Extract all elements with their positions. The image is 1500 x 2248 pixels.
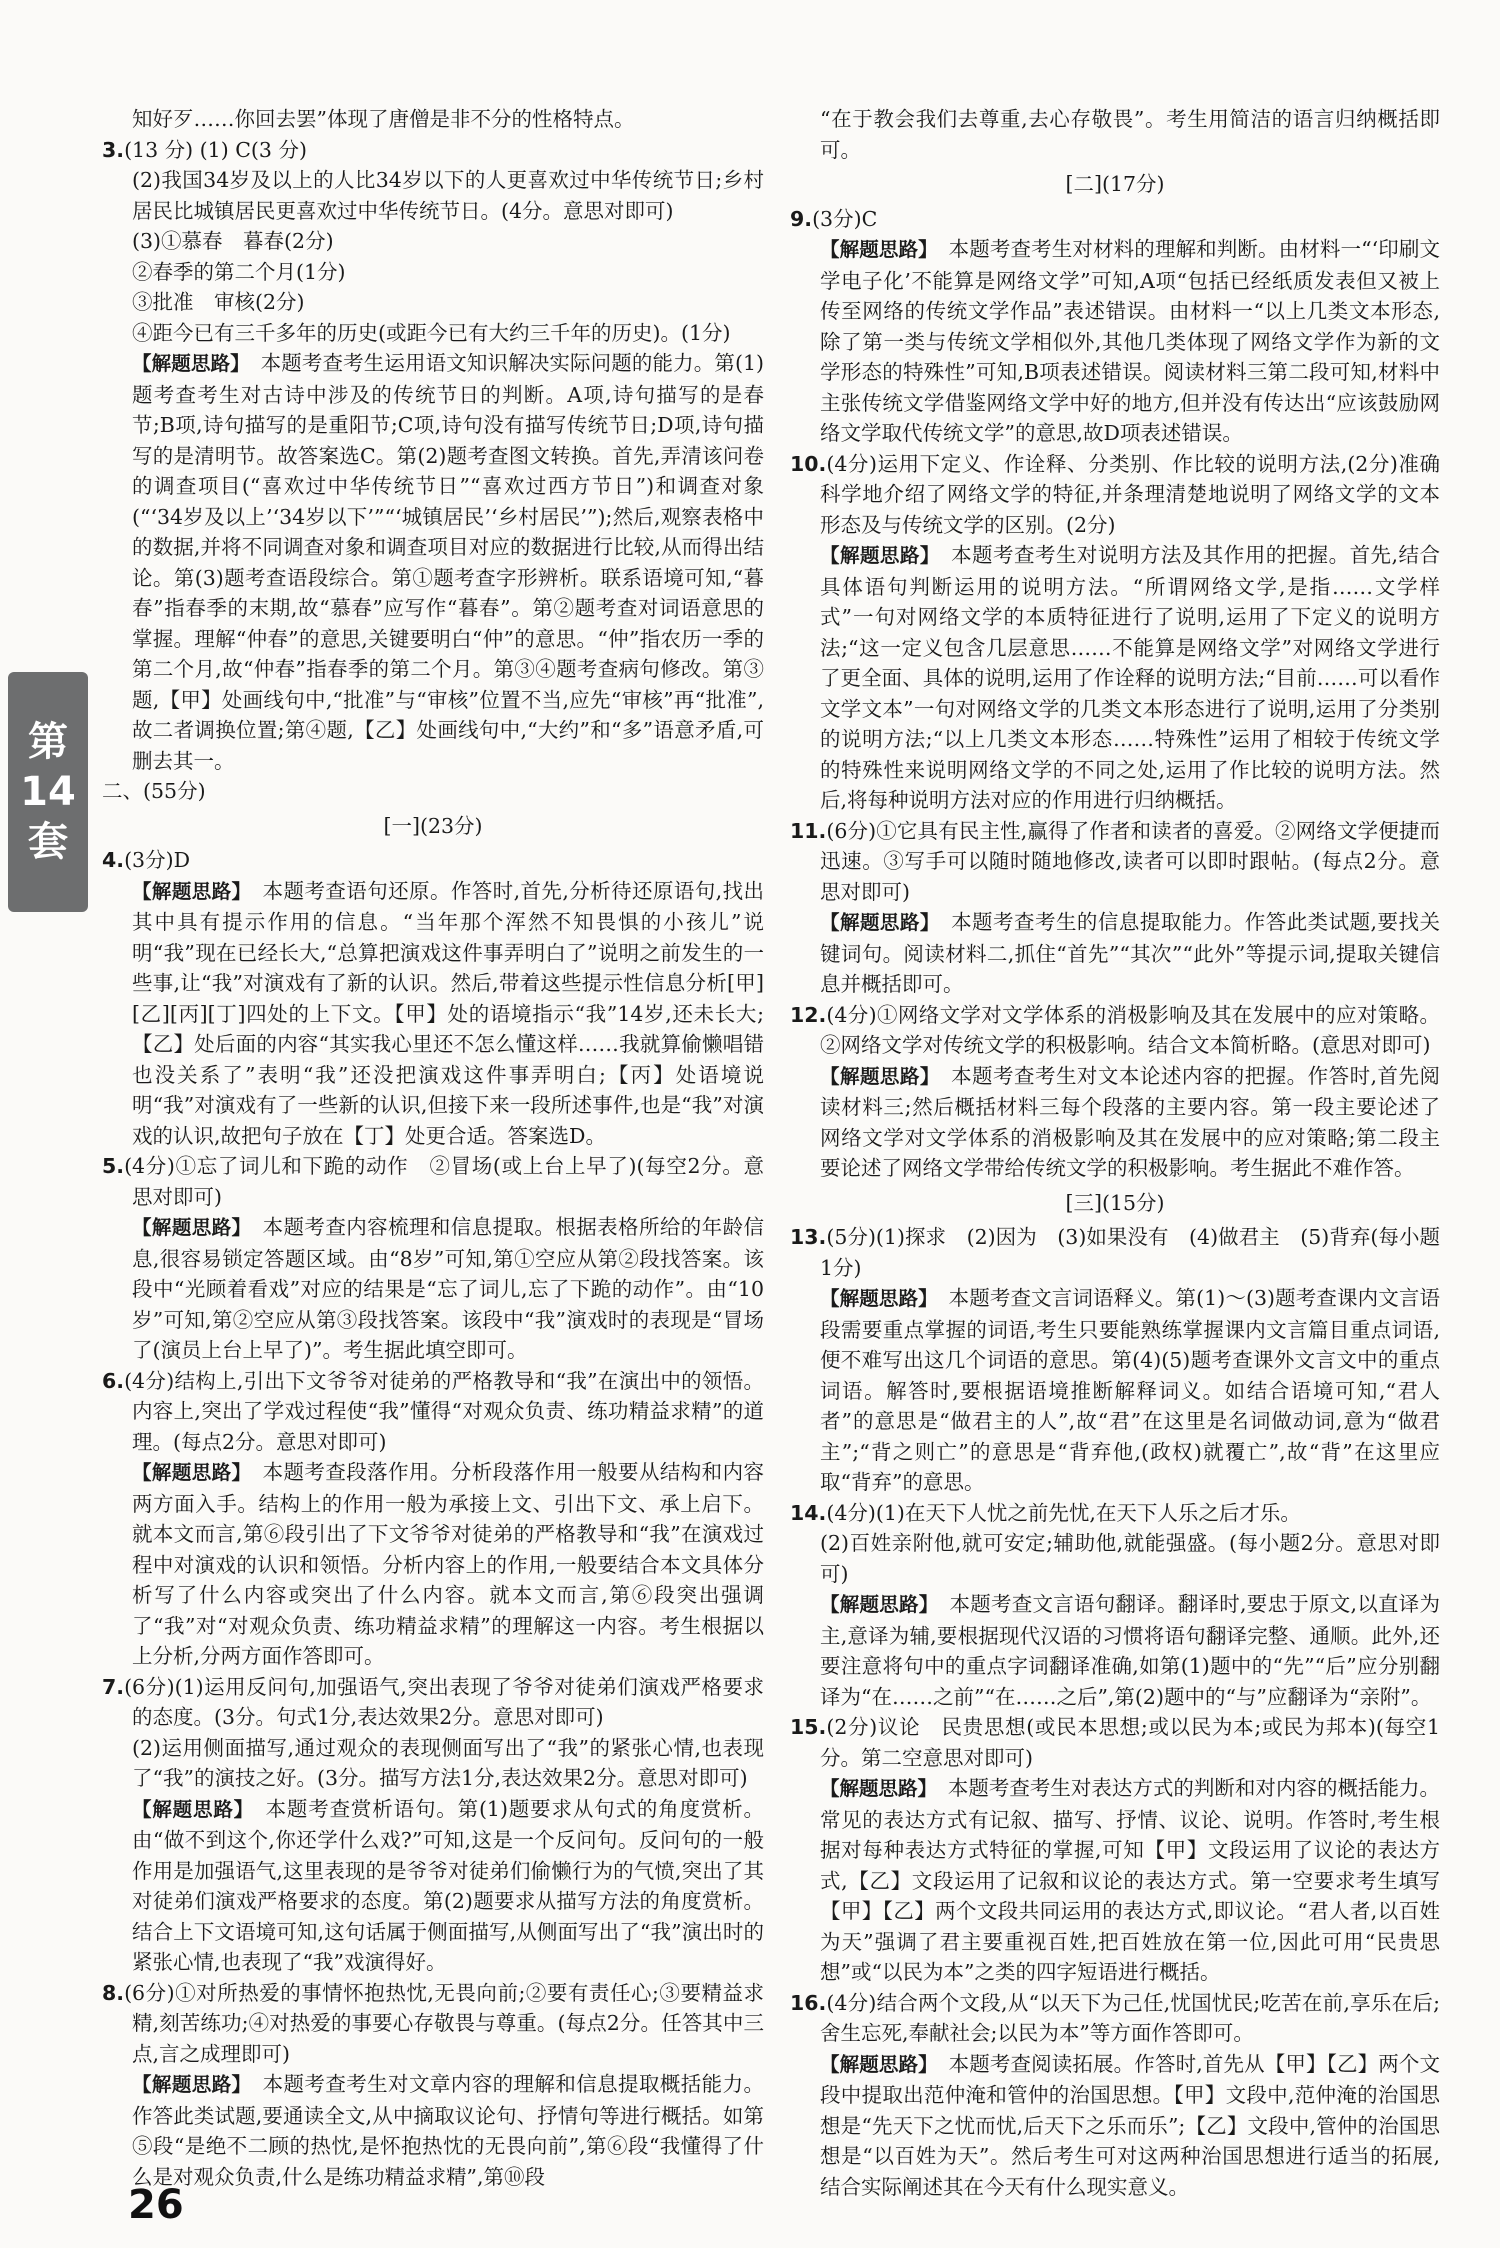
answer-text: (6分)(1)运用反问句,加强语气,突出表现了爷爷对徒弟们演戏严格要求的态度。(3分。句式1分,表达效果2分。意思对即可) <box>124 1674 764 1729</box>
section-heading <box>790 1188 1440 1219</box>
answer-line <box>102 226 764 257</box>
answer-text: 本题考查阅读拓展。作答时,首先从【甲】【乙】两个文段中提取出范仲淹和管仲的治国思想。【甲】文段中,范仲淹的治国思想是“先天下之忧而忧,后天下之乐而乐”;【乙】文段中,管仲的治国思想是“以百姓为天”。然后考生可对这两种治国思想进行适当的拓展,结合实际阐述其在今天有什么现实意义。 <box>820 2051 1440 2199</box>
answer-text: 本题考查考生对材料的理解和判断。由材料一“‘印刷文学电子化’不能算是网络文学”可知,A项“包括已经纸质发表但又被上传至网络的传统文学作品”表述错误。由材料一“以上几类文本形态,除了第一类与传统文学相似外,其他几类体现了网络文学作为新的文学形态的特殊性”可知,B项表述错误。阅读材料三第二段可知,材料中主张传统文学借鉴网络文学中好的地方,但并没有传达出“应该鼓励网络文学取代传统文学”的意思,故D项表述错误。 <box>820 237 1440 445</box>
question-number: 8. <box>102 1980 125 2005</box>
analysis-label: 【解题思路】 <box>820 544 931 567</box>
section-heading <box>790 169 1440 200</box>
solution-analysis <box>102 2069 764 2192</box>
question-number: 10. <box>790 451 827 476</box>
question-number: 4. <box>102 848 125 872</box>
answer-text: 本题考查内容梳理和信息提取。根据表格所给的年龄信息,很容易锁定答题区域。由“8岁”可知,第①空应从第②段找答案。该段中“光顾着看戏”对应的结果是“忘了词儿,忘了下跪的动作”。由“10岁”可知,第②空应从第③段找答案。该段中“我”演戏时的表现是“冒场了(演员上台上早了)”。考生据此填空即可。 <box>132 1215 764 1362</box>
question-answer <box>790 204 1440 235</box>
analysis-label: 【解题思路】 <box>132 2073 242 2096</box>
question-answer <box>790 1988 1440 2049</box>
answer-text: “在于教会我们去尊重,去心存敬畏”。考生用简洁的语言归纳概括即可。 <box>820 107 1440 162</box>
question-number: 11. <box>790 818 827 843</box>
solution-analysis <box>790 2049 1440 2203</box>
answer-text: (2)百姓亲附他,就可安定;辅助他,就能强盛。(每小题2分。意思对即可) <box>820 1531 1440 1586</box>
question-answer <box>102 1366 764 1458</box>
answer-text: (2)运用侧面描写,通过观众的表现侧面写出了“我”的紧张心情,也表现了“我”的演技之好。(3分。描写方法1分,表达效果2分。意思对即可) <box>132 1735 764 1790</box>
analysis-label: 【解题思路】 <box>820 1777 928 1800</box>
tab-char: 第 <box>28 719 68 765</box>
page-number: 26 <box>128 2182 184 2228</box>
answer-line <box>790 104 1440 165</box>
question-answer <box>790 1498 1440 1529</box>
answer-text: 本题考查考生对表达方式的判断和对内容的概括能力。常见的表达方式有记叙、描写、抒情、议论、说明。作答时,考生根据对每种表达方式特征的掌握,可知【甲】文段运用了议论的表达方式,【乙】文段运用了记叙和议论的表达方式。第一空要求考生填写【甲】【乙】两个文段共同运用的表达方式,即议论。“君人者,以百姓为天”强调了君主要重视百姓,把百姓放在第一位,因此可用“民贵思想”或“以民为本”之类的四字短语进行概括。 <box>820 1776 1440 1984</box>
answer-text: (4分)结构上,引出下文爷爷对徒弟的严格教导和“我”在演出中的领悟。内容上,突出了学戏过程使“我”懂得“对观众负责、练功精益求精”的道理。(每点2分。意思对即可) <box>124 1368 764 1454</box>
answer-text: 本题考查考生的信息提取能力。作答此类试题,要找关键词句。阅读材料二,抓住“首先”“其次”“此外”等提示词,提取关键信息并概括即可。 <box>820 910 1440 996</box>
question-number: 13. <box>790 1225 827 1249</box>
answer-text: (4分)①网络文学对文学体系的消极影响及其在发展中的应对策略。②网络文学对传统文学的积极影响。结合文本简析略。(意思对即可) <box>820 1002 1440 1057</box>
analysis-label: 【解题思路】 <box>132 879 242 903</box>
answer-text: (4分)(1)在天下人忧之前先忧,在天下人乐之后才乐。 <box>826 1500 1301 1525</box>
question-number: 14. <box>790 1500 827 1525</box>
answer-text: [二](17分) <box>1065 172 1165 196</box>
answer-text: 本题考查考生对文本论述内容的把握。作答时,首先阅读材料三;然后概括材料三每个段落的主要内容。第一段主要论述了网络文学对文学体系的消极影响及其在发展中的应对策略;第二段主要论述了网络文学带给传统文学的积极影响。考生据此不难作答。 <box>820 1063 1440 1180</box>
question-number: 7. <box>102 1674 125 1699</box>
question-number: 5. <box>102 1154 125 1178</box>
answer-text: (2分)议论 民贵思想(或民本思想;或以民为本;或民为邦本)(每空1分。第二空意思对即可) <box>820 1715 1440 1770</box>
answer-text: ④距今已有三千多年的历史(或距今已有大约三千年的历史)。(1分) <box>132 320 731 345</box>
analysis-label: 【解题思路】 <box>820 2052 929 2076</box>
solution-analysis <box>102 1794 764 1978</box>
solution-analysis <box>102 1457 764 1672</box>
answer-text: (4分)①忘了词儿和下跪的动作 ②冒场(或上台上早了)(每空2分。意思对即可) <box>124 1154 764 1209</box>
left-column <box>102 104 764 2192</box>
question-answer <box>102 135 764 166</box>
answer-text: 知好歹……你回去罢”体现了唐僧是非不分的性格特点。 <box>132 107 635 131</box>
question-number: 12. <box>790 1002 827 1027</box>
answer-line <box>102 165 764 226</box>
solution-analysis <box>790 1773 1440 1988</box>
answer-text: (5分)(1)探求 (2)因为 (3)如果没有 (4)做君主 (5)背弃(每小题1分) <box>820 1225 1440 1280</box>
answer-text: (6分)①它具有民主性,赢得了作者和读者的喜爱。②网络文学便捷而迅速。③写手可以随时随地修改,读者可以即时跟帖。(每点2分。意思对即可) <box>820 818 1440 904</box>
question-answer <box>790 449 1440 541</box>
answer-text: 本题考查考生对说明方法及其作用的把握。首先,结合具体语句判断运用的说明方法。“所谓网络文学,是指……文学样式”一句对网络文学的本质特征进行了说明,运用了下定义的说明方法;“这一定义包含几层意思……不能算是网络文学”对网络文学进行了更全面、具体的说明,运用了作诠释的说明方法;“目前……可以看作文学文本”一句对网络文学的几类文本形态进行了说明,运用了分类别的说明方法;“以上几类文本形态……特殊性”运用了相较于传统文学的特殊性来说明网络文学的不同之处,运用了作比较的说明方法。然后,将每种说明方法对应的作用进行归纳概括。 <box>820 543 1440 812</box>
answer-line <box>102 287 764 318</box>
question-number: 15. <box>790 1715 827 1739</box>
answer-text: (4分)结合两个文段,从“以天下为己任,忧国忧民;吃苦在前,享乐在后;舍生忘死,奉献社会;以民为本”等方面作答即可。 <box>820 1990 1440 2045</box>
question-answer <box>102 1978 764 2070</box>
answer-line <box>102 318 764 349</box>
right-column <box>790 104 1440 2202</box>
solution-analysis <box>790 907 1440 1000</box>
answer-line <box>102 257 764 288</box>
solution-analysis <box>790 540 1440 816</box>
question-answer <box>790 1712 1440 1773</box>
solution-analysis <box>790 1061 1440 1184</box>
volume-tab <box>8 672 88 912</box>
question-number: 6. <box>102 1368 125 1393</box>
answer-text: ②春季的第二个月(1分) <box>132 259 346 284</box>
section-heading <box>102 811 764 842</box>
answer-line <box>102 1733 764 1794</box>
analysis-label: 【解题思路】 <box>820 1593 929 1616</box>
question-answer <box>102 1672 764 1733</box>
tab-number: 14 <box>20 769 76 815</box>
tab-char: 套 <box>28 819 68 865</box>
question-number: 16. <box>790 1990 827 2015</box>
solution-analysis <box>790 1283 1440 1498</box>
answer-text: 本题考查赏析语句。第(1)题要求从句式的角度赏析。由“做不到这个,你还学什么戏?”可知,这是一个反问句。反问句的一般作用是加强语气,这里表现的是爷爷对徒弟们偷懒行为的气愤,突出了其对徒弟们演戏严格要求的态度。第(2)题要求从描写方法的角度赏析。结合上下文语境可知,这句话属于侧面描写,从侧面写出了“我”演出时的紧张心情,也表现了“我”戏演得好。 <box>132 1796 764 1974</box>
answer-text: 本题考查考生对文章内容的理解和信息提取概括能力。作答此类试题,要通读全文,从中摘取议论句、抒情句等进行概括。如第⑤段“是绝不二顾的热忱,是怀抱热忱的无畏向前”,第⑥段“我懂得了什么是对观众负责,什么是练功精益求精”,第⑩段 <box>132 2072 764 2189</box>
analysis-label: 【解题思路】 <box>820 238 928 261</box>
answer-text: (3分)C <box>812 206 878 231</box>
analysis-label: 【解题思路】 <box>820 911 931 934</box>
question-answer <box>790 1222 1440 1283</box>
solution-analysis <box>102 876 764 1152</box>
answer-line <box>102 104 764 135</box>
question-answer <box>102 845 764 876</box>
solution-analysis <box>790 1589 1440 1712</box>
analysis-label: 【解题思路】 <box>132 1216 242 1239</box>
analysis-label: 【解题思路】 <box>132 352 240 375</box>
answer-text: (6分)①对所热爱的事情怀抱热忱,无畏向前;②要有责任心;③要精益求精,刻苦练功;④对热爱的事要心存敬畏与尊重。(每点2分。任答其中三点,言之成理即可) <box>124 1980 764 2066</box>
solution-analysis <box>790 234 1440 449</box>
answer-text: 本题考查段落作用。分析段落作用一般要从结构和内容两方面入手。结构上的作用一般为承接上文、引出下文、承上启下。就本文而言,第⑥段引出了下文爷爷对徒弟的严格教导和“我”在演戏过程中对演戏的认识和领悟。分析内容上的作用,一般要结合本文具体分析写了什么内容或突出了什么内容。就本文而言,第⑥段突出强调了“我”对“对观众负责、练功精益求精”的理解这一内容。考生根据以上分析,分两方面作答即可。 <box>132 1460 764 1668</box>
answer-line <box>102 776 764 807</box>
answer-text: [三](15分) <box>1065 1190 1165 1215</box>
solution-analysis <box>102 1212 764 1366</box>
answer-text: (3分)D <box>124 848 191 872</box>
answer-text: [一](23分) <box>383 813 483 838</box>
answer-text: 二、(55分) <box>102 779 206 803</box>
question-answer <box>790 1000 1440 1061</box>
answer-text: 本题考查文言词语释义。第(1)～(3)题考查课内文言语段需要重点掌握的词语,考生只要能熟练掌握课内文言篇目重点词语,便不难写出这几个词语的意思。第(4)(5)题考查课外文言文中的重点词语。解答时,要根据语境推断解释词义。如结合语境可知,“君人者”的意思是“做君主的人”,故“君”在这里是名词做动词,意为“做君主”;“背之则亡”的意思是“背弃他,(政权)就覆亡”,故“背”在这里应取“背弃”的意思。 <box>820 1286 1440 1494</box>
question-number: 9. <box>790 206 813 231</box>
answer-text: (4分)运用下定义、作诠释、分类别、作比较的说明方法,(2分)准确科学地介绍了网络文学的特征,并条理清楚地说明了网络文学的文本形态及与传统文学的区别。(2分) <box>820 451 1440 537</box>
answer-text: 本题考查语句还原。作答时,首先,分析待还原语句,找出其中具有提示作用的信息。“当年那个浑然不知畏惧的小孩儿”说明“我”现在已经长大,“总算把演戏这件事弄明白了”说明之前发生的一些事,让“我”对演戏有了新的认识。然后,带着这些提示性信息分析[甲][乙][丙][丁]四处的上下文。【甲】处的语境指示“我”14岁,还未长大;【乙】处后面的内容“其实我心里还不怎么懂这样……我就算偷懒唱错也没关系了”表明“我”还没把演戏这件事弄明白;【丙】处语境说明“我”对演戏有了一些新的认识,但接下来一段所述事件,也是“我”对演戏的认识,故把句子放在【丁】处更合适。答案选D。 <box>132 878 764 1148</box>
answer-text: (13 分) (1) C(3 分) <box>124 137 307 162</box>
analysis-label: 【解题思路】 <box>132 1797 245 1821</box>
answer-text: 本题考查文言语句翻译。翻译时,要忠于原文,以直译为主,意译为辅,要根据现代汉语的习惯将语句翻译完整、通顺。此外,还要注意将句中的重点字词翻译准确,如第(1)题中的“先”“后”应分别翻译为“在……之前”“在……之后”,第(2)题中的“与”应翻译为“亲附”。 <box>820 1592 1440 1709</box>
answer-text: (3)①慕春 暮春(2分) <box>132 229 334 253</box>
answer-text: 本题考查考生运用语文知识解决实际问题的能力。第(1)题考查考生对古诗中涉及的传统节日的判断。A项,诗句描写的是春节;B项,诗句描写的是重阳节;C项,诗句没有描写传统节日;D项,诗句描写的是清明节。故答案选C。第(2)题考查图文转换。首先,弄清该问卷的调查项目(“喜欢过中华传统节日”“喜欢过西方节日”)和调查对象(“‘34岁及以上’‘34岁以下’”“‘城镇居民’‘乡村居民’”);然后,观察表格中的数据,并将不同调查对象和调查项目对应的数据进行比较,从而得出结论。第(3)题考查语段综合。第①题考查字形辨析。联系语境可知,“暮春”指春季的末期,故“慕春”应写作“暮春”。第②题考查对词语意思的掌握。理解“仲春”的意思,关键要明白“仲”的意思。“仲”指农历一季的第二个月,故“仲春”指春季的第二个月。第③④题考查病句修改。第③题,【甲】处画线句中,“批准”与“审核”位置不当,应先“审核”再“批准”,故二者调换位置;第④题,【乙】处画线句中,“大约”和“多”语意矛盾,可删去其一。 <box>132 351 764 773</box>
analysis-label: 【解题思路】 <box>820 1287 929 1310</box>
question-answer <box>102 1151 764 1212</box>
answer-text: ③批准 审核(2分) <box>132 290 305 314</box>
analysis-label: 【解题思路】 <box>132 1461 242 1484</box>
question-number: 3. <box>102 137 125 162</box>
answer-text: (2)我国34岁及以上的人比34岁以下的人更喜欢过中华传统节日;乡村居民比城镇居民更喜欢过中华传统节日。(4分。意思对即可) <box>132 168 764 223</box>
question-answer <box>790 816 1440 908</box>
answer-line <box>790 1528 1440 1589</box>
analysis-label: 【解题思路】 <box>820 1064 931 1088</box>
solution-analysis <box>102 348 764 776</box>
